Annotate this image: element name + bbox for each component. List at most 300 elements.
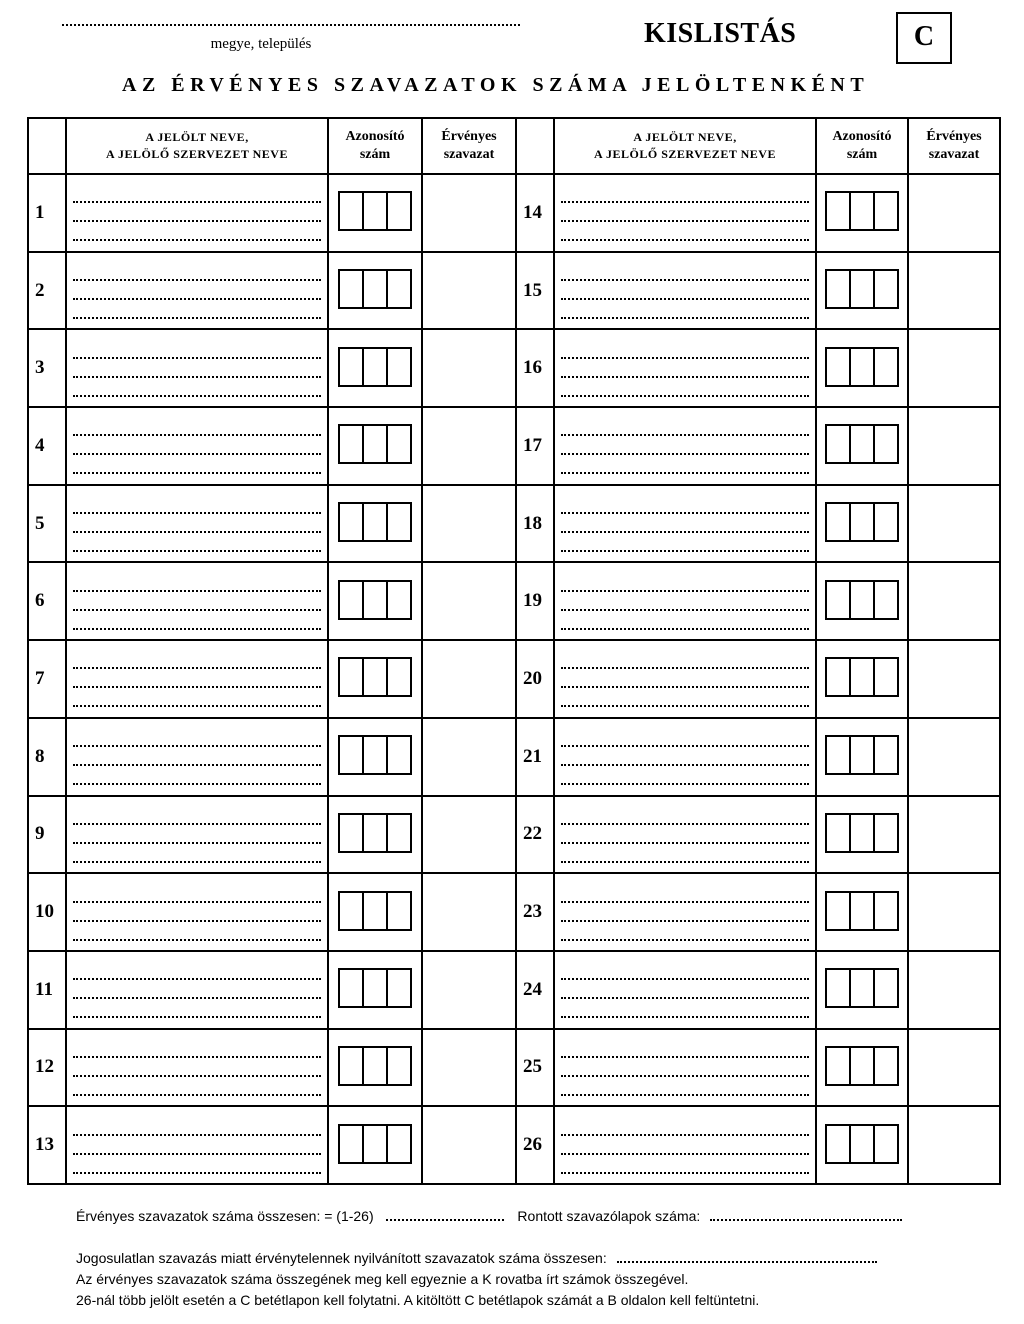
candidate-name-field-right[interactable]: [554, 796, 816, 874]
valid-votes-field-left[interactable]: [422, 873, 516, 951]
valid-votes-field-right[interactable]: [908, 329, 1000, 407]
dotted-line: [73, 533, 321, 552]
row-number-right: 15: [516, 252, 554, 330]
county-settlement-label: megye, település: [210, 36, 312, 52]
dotted-line: [73, 961, 321, 980]
valid-votes-field-right[interactable]: [908, 407, 1000, 485]
candidate-name-field-left[interactable]: [66, 640, 328, 718]
row-number-left: 11: [28, 951, 66, 1029]
id-digit-box[interactable]: [386, 970, 410, 1006]
header-id-line2: szám: [359, 147, 391, 162]
id-number-field-right: [816, 951, 908, 1029]
candidate-name-field-right[interactable]: [554, 1106, 816, 1184]
dotted-line: [73, 980, 321, 999]
valid-votes-field-right[interactable]: [908, 640, 1000, 718]
id-digit-boxes: [338, 191, 412, 231]
candidate-name-field-left[interactable]: [66, 407, 328, 485]
dotted-line: [561, 1058, 809, 1077]
dotted-line: [73, 1058, 321, 1077]
id-number-field-left: [328, 640, 422, 718]
id-digit-box[interactable]: [340, 193, 362, 229]
header-id-line2: szám: [846, 147, 878, 162]
id-digit-box[interactable]: [340, 815, 362, 851]
row-number-right: 25: [516, 1029, 554, 1107]
total-valid-votes-line: [76, 1208, 902, 1224]
total-valid-votes-label: Érvényes szavazatok száma összesen: = (1-26): [76, 1208, 374, 1224]
id-digit-box[interactable]: [386, 737, 410, 773]
dotted-line: [561, 999, 809, 1018]
id-digit-box[interactable]: [873, 193, 897, 229]
row-number-left: 6: [28, 562, 66, 640]
id-digit-box[interactable]: [386, 193, 410, 229]
id-digit-box[interactable]: [362, 893, 386, 929]
dotted-line: [73, 359, 321, 378]
dotted-line: [73, 300, 321, 319]
table-row: [28, 873, 1000, 951]
id-digit-box[interactable]: [386, 1126, 410, 1162]
id-digit-boxes: [338, 813, 412, 853]
id-digit-box[interactable]: [849, 1126, 873, 1162]
candidate-name-field-left[interactable]: [66, 174, 328, 252]
row-number-right: 18: [516, 485, 554, 563]
id-digit-boxes: [825, 347, 899, 387]
dotted-line: [73, 728, 321, 747]
valid-votes-field-right[interactable]: [908, 1106, 1000, 1184]
header-name-line1: A JELÖLT NEVE,: [633, 130, 737, 144]
candidate-name-field-left[interactable]: [66, 951, 328, 1029]
id-digit-boxes: [338, 1046, 412, 1086]
header-votes-line1: Érvényes: [926, 129, 982, 144]
dotted-line: [561, 766, 809, 785]
id-digit-boxes: [338, 580, 412, 620]
id-digit-box[interactable]: [340, 426, 362, 462]
id-digit-boxes: [338, 891, 412, 931]
id-digit-box[interactable]: [849, 815, 873, 851]
dotted-line: [561, 825, 809, 844]
dotted-line: [73, 884, 321, 903]
dotted-line: [73, 340, 321, 359]
valid-votes-field-right[interactable]: [908, 1029, 1000, 1107]
dotted-line: [73, 203, 321, 222]
id-digit-box[interactable]: [873, 659, 897, 695]
id-digit-box[interactable]: [362, 349, 386, 385]
table-row: [28, 562, 1000, 640]
id-number-field-left: [328, 329, 422, 407]
candidate-name-field-right[interactable]: [554, 252, 816, 330]
id-digit-boxes: [825, 1124, 899, 1164]
total-valid-votes-field[interactable]: [386, 1219, 504, 1221]
id-digit-box[interactable]: [873, 1126, 897, 1162]
id-number-field-left: [328, 485, 422, 563]
dotted-line: [73, 688, 321, 707]
dotted-line: [73, 222, 321, 241]
dotted-line: [73, 573, 321, 592]
dotted-line: [73, 495, 321, 514]
valid-votes-field-left[interactable]: [422, 485, 516, 563]
id-digit-box[interactable]: [849, 893, 873, 929]
id-digit-box[interactable]: [873, 893, 897, 929]
row-number-left: 8: [28, 718, 66, 796]
dotted-line: [73, 455, 321, 474]
id-digit-boxes: [338, 347, 412, 387]
table-row: [28, 1029, 1000, 1107]
valid-votes-field-left[interactable]: [422, 796, 516, 874]
candidate-name-field-left[interactable]: [66, 873, 328, 951]
candidate-name-field-right[interactable]: [554, 1029, 816, 1107]
id-digit-box[interactable]: [362, 193, 386, 229]
dotted-line: [561, 222, 809, 241]
dotted-line: [561, 592, 809, 611]
dotted-line: [561, 611, 809, 630]
valid-votes-field-right[interactable]: [908, 796, 1000, 874]
id-digit-boxes: [825, 424, 899, 464]
row-number-right: 21: [516, 718, 554, 796]
row-number-left: 2: [28, 252, 66, 330]
row-number-right: 24: [516, 951, 554, 1029]
id-digit-box[interactable]: [827, 582, 849, 618]
id-digit-box[interactable]: [386, 1048, 410, 1084]
candidate-name-field-right[interactable]: [554, 873, 816, 951]
candidate-name-field-right[interactable]: [554, 640, 816, 718]
header-id-right: [816, 118, 908, 174]
candidate-name-field-left[interactable]: [66, 1106, 328, 1184]
id-digit-box[interactable]: [386, 349, 410, 385]
dotted-line: [561, 417, 809, 436]
dotted-line: [561, 262, 809, 281]
candidate-name-field-left[interactable]: [66, 796, 328, 874]
table-row: [28, 640, 1000, 718]
table-header-row: [28, 118, 1000, 174]
id-number-field-left: [328, 951, 422, 1029]
dotted-line: [561, 455, 809, 474]
id-digit-box[interactable]: [849, 349, 873, 385]
row-number-right: 20: [516, 640, 554, 718]
id-digit-box[interactable]: [362, 659, 386, 695]
row-number-left: 3: [28, 329, 66, 407]
id-digit-box[interactable]: [340, 271, 362, 307]
id-digit-box[interactable]: [849, 193, 873, 229]
dotted-line: [73, 281, 321, 300]
dotted-line: [73, 844, 321, 863]
candidate-name-field-right[interactable]: [554, 329, 816, 407]
candidate-name-field-right[interactable]: [554, 485, 816, 563]
id-digit-box[interactable]: [362, 582, 386, 618]
id-digit-boxes: [825, 968, 899, 1008]
row-number-right: 26: [516, 1106, 554, 1184]
id-number-field-right: [816, 485, 908, 563]
id-digit-box[interactable]: [340, 1126, 362, 1162]
valid-votes-field-right[interactable]: [908, 873, 1000, 951]
header-votes-line1: Érvényes: [441, 129, 497, 144]
id-number-field-left: [328, 1106, 422, 1184]
id-digit-box[interactable]: [827, 193, 849, 229]
row-number-left: 12: [28, 1029, 66, 1107]
row-number-left: 1: [28, 174, 66, 252]
id-digit-box[interactable]: [386, 893, 410, 929]
header-name-line2: A JELÖLŐ SZERVEZET NEVE: [106, 147, 288, 161]
candidate-name-field-left[interactable]: [66, 252, 328, 330]
valid-votes-field-left[interactable]: [422, 252, 516, 330]
id-digit-box[interactable]: [873, 271, 897, 307]
id-digit-box[interactable]: [362, 1048, 386, 1084]
row-number-left: 7: [28, 640, 66, 718]
candidate-votes-table: [27, 117, 1001, 1185]
dotted-line: [561, 806, 809, 825]
dotted-line: [561, 747, 809, 766]
row-number-left: 9: [28, 796, 66, 874]
dotted-line: [561, 1117, 809, 1136]
candidate-name-field-right[interactable]: [554, 951, 816, 1029]
id-number-field-right: [816, 329, 908, 407]
row-number-right: 22: [516, 796, 554, 874]
id-number-field-right: [816, 1029, 908, 1107]
id-digit-boxes: [825, 502, 899, 542]
candidate-name-field-left[interactable]: [66, 485, 328, 563]
candidate-name-field-left[interactable]: [66, 718, 328, 796]
id-digit-box[interactable]: [827, 737, 849, 773]
page-subtitle: AZ ÉRVÉNYES SZAVAZATOK SZÁMA JELÖLTENKÉNT: [122, 74, 870, 96]
dotted-line: [561, 533, 809, 552]
dotted-line: [73, 592, 321, 611]
id-digit-box[interactable]: [340, 504, 362, 540]
id-number-field-left: [328, 796, 422, 874]
id-digit-boxes: [825, 657, 899, 697]
header-candidate-name-right: [554, 118, 816, 174]
candidate-name-field-right[interactable]: [554, 562, 816, 640]
id-digit-box[interactable]: [873, 504, 897, 540]
spoiled-ballots-label: Rontott szavazólapok száma:: [517, 1208, 701, 1224]
candidate-name-field-right[interactable]: [554, 407, 816, 485]
row-number-left: 10: [28, 873, 66, 951]
dotted-line: [561, 844, 809, 863]
table-row: [28, 718, 1000, 796]
id-digit-box[interactable]: [849, 970, 873, 1006]
id-digit-box[interactable]: [386, 582, 410, 618]
id-digit-box[interactable]: [849, 271, 873, 307]
candidate-name-field-left[interactable]: [66, 1029, 328, 1107]
row-number-right: 19: [516, 562, 554, 640]
id-digit-box[interactable]: [849, 737, 873, 773]
id-digit-box[interactable]: [340, 582, 362, 618]
id-digit-boxes: [338, 269, 412, 309]
id-number-field-left: [328, 252, 422, 330]
row-number-left: 5: [28, 485, 66, 563]
table-row: [28, 329, 1000, 407]
id-number-field-left: [328, 562, 422, 640]
dotted-line: [73, 1155, 321, 1174]
id-digit-box[interactable]: [340, 1048, 362, 1084]
candidate-name-field-right[interactable]: [554, 718, 816, 796]
id-digit-boxes: [825, 191, 899, 231]
candidate-name-field-left[interactable]: [66, 329, 328, 407]
id-digit-box[interactable]: [827, 659, 849, 695]
dotted-line: [73, 903, 321, 922]
id-digit-box[interactable]: [849, 1048, 873, 1084]
form-title: KISLISTÁS: [644, 18, 797, 49]
id-digit-box[interactable]: [849, 504, 873, 540]
table-row: [28, 485, 1000, 563]
dotted-line: [73, 436, 321, 455]
id-digit-box[interactable]: [340, 737, 362, 773]
header-votes-left: [422, 118, 516, 174]
valid-votes-field-right[interactable]: [908, 951, 1000, 1029]
row-number-right: 17: [516, 407, 554, 485]
id-digit-boxes: [825, 891, 899, 931]
dotted-line: [73, 1117, 321, 1136]
dotted-line: [561, 980, 809, 999]
county-settlement-line[interactable]: [62, 12, 520, 26]
id-digit-box[interactable]: [849, 659, 873, 695]
header-id-line1: Azonosító: [345, 129, 405, 144]
dotted-line: [561, 1155, 809, 1174]
valid-votes-field-left[interactable]: [422, 640, 516, 718]
id-digit-boxes: [338, 968, 412, 1008]
dotted-line: [73, 378, 321, 397]
dotted-line: [561, 573, 809, 592]
unauthorized-votes-field[interactable]: [617, 1261, 877, 1263]
id-digit-box[interactable]: [827, 504, 849, 540]
id-digit-box[interactable]: [827, 970, 849, 1006]
county-settlement-field: [62, 12, 520, 53]
id-digit-box[interactable]: [873, 426, 897, 462]
candidate-name-field-left[interactable]: [66, 562, 328, 640]
dotted-line: [561, 378, 809, 397]
dotted-line: [561, 688, 809, 707]
header-name-line1: A JELÖLT NEVE,: [145, 130, 249, 144]
dotted-line: [561, 184, 809, 203]
id-digit-box[interactable]: [827, 1126, 849, 1162]
id-digit-box[interactable]: [873, 737, 897, 773]
dotted-line: [561, 728, 809, 747]
id-digit-box[interactable]: [827, 271, 849, 307]
id-digit-box[interactable]: [340, 349, 362, 385]
id-number-field-right: [816, 1106, 908, 1184]
id-number-field-right: [816, 174, 908, 252]
valid-votes-field-left[interactable]: [422, 562, 516, 640]
id-digit-boxes: [338, 502, 412, 542]
id-digit-box[interactable]: [873, 815, 897, 851]
row-number-right: 23: [516, 873, 554, 951]
valid-votes-field-right[interactable]: [908, 174, 1000, 252]
candidate-name-field-right[interactable]: [554, 174, 816, 252]
id-digit-box[interactable]: [827, 893, 849, 929]
id-digit-box[interactable]: [827, 815, 849, 851]
id-digit-box[interactable]: [362, 1126, 386, 1162]
valid-votes-field-left[interactable]: [422, 1029, 516, 1107]
id-digit-box[interactable]: [340, 970, 362, 1006]
note-continuation: 26-nál több jelölt esetén a C betétlapon kell folytatni. A kitöltött C betétlapok számát a B oldalon kell feltüntetni.: [76, 1292, 760, 1308]
id-number-field-right: [816, 252, 908, 330]
dotted-line: [73, 747, 321, 766]
dotted-line: [561, 669, 809, 688]
id-number-field-left: [328, 407, 422, 485]
id-digit-boxes: [825, 735, 899, 775]
id-digit-box[interactable]: [386, 815, 410, 851]
id-digit-box[interactable]: [827, 426, 849, 462]
dotted-line: [73, 922, 321, 941]
dotted-line: [561, 884, 809, 903]
id-digit-box[interactable]: [849, 582, 873, 618]
dotted-line: [73, 1136, 321, 1155]
id-digit-box[interactable]: [362, 271, 386, 307]
id-digit-box[interactable]: [386, 504, 410, 540]
id-digit-box[interactable]: [849, 426, 873, 462]
header-empty-right: [516, 118, 554, 174]
row-number-left: 4: [28, 407, 66, 485]
id-number-field-right: [816, 796, 908, 874]
id-digit-boxes: [825, 269, 899, 309]
valid-votes-field-right[interactable]: [908, 252, 1000, 330]
id-digit-box[interactable]: [873, 1048, 897, 1084]
header-votes-line2: szavazat: [443, 147, 495, 162]
table-row: [28, 174, 1000, 252]
valid-votes-field-left[interactable]: [422, 718, 516, 796]
id-number-field-left: [328, 718, 422, 796]
id-digit-box[interactable]: [362, 426, 386, 462]
dotted-line: [561, 359, 809, 378]
valid-votes-field-right[interactable]: [908, 718, 1000, 796]
id-digit-box[interactable]: [340, 659, 362, 695]
id-number-field-right: [816, 562, 908, 640]
dotted-line: [561, 1136, 809, 1155]
id-digit-box[interactable]: [362, 504, 386, 540]
valid-votes-field-left[interactable]: [422, 1106, 516, 1184]
valid-votes-field-left[interactable]: [422, 951, 516, 1029]
dotted-line: [73, 417, 321, 436]
header-votes-line2: szavazat: [928, 147, 980, 162]
unauthorized-votes-label: Jogosulatlan szavazás miatt érvénytelennek nyilvánított szavazatok száma összesen:: [76, 1250, 607, 1266]
valid-votes-field-left[interactable]: [422, 174, 516, 252]
id-number-field-left: [328, 873, 422, 951]
id-digit-box[interactable]: [386, 426, 410, 462]
id-digit-box[interactable]: [362, 970, 386, 1006]
id-number-field-left: [328, 174, 422, 252]
id-digit-box[interactable]: [386, 271, 410, 307]
id-digit-box[interactable]: [873, 349, 897, 385]
dotted-line: [73, 1039, 321, 1058]
dotted-line: [561, 903, 809, 922]
valid-votes-field-right[interactable]: [908, 562, 1000, 640]
id-digit-box[interactable]: [362, 737, 386, 773]
table-row: [28, 796, 1000, 874]
dotted-line: [561, 436, 809, 455]
header-id-left: [328, 118, 422, 174]
header-empty-left: [28, 118, 66, 174]
id-digit-boxes: [825, 580, 899, 620]
dotted-line: [561, 1077, 809, 1096]
dotted-line: [73, 514, 321, 533]
id-digit-box[interactable]: [827, 1048, 849, 1084]
dotted-line: [73, 669, 321, 688]
id-digit-box[interactable]: [386, 659, 410, 695]
table-row: [28, 252, 1000, 330]
id-digit-box[interactable]: [340, 893, 362, 929]
id-digit-box[interactable]: [362, 815, 386, 851]
row-number-left: 13: [28, 1106, 66, 1184]
dotted-line: [561, 1039, 809, 1058]
row-number-right: 16: [516, 329, 554, 407]
id-digit-box[interactable]: [873, 970, 897, 1006]
valid-votes-field-left[interactable]: [422, 329, 516, 407]
table-row: [28, 407, 1000, 485]
id-number-field-right: [816, 718, 908, 796]
valid-votes-field-left[interactable]: [422, 407, 516, 485]
id-digit-box[interactable]: [827, 349, 849, 385]
id-digit-box[interactable]: [873, 582, 897, 618]
spoiled-ballots-field[interactable]: [710, 1219, 902, 1221]
dotted-line: [561, 340, 809, 359]
valid-votes-field-right[interactable]: [908, 485, 1000, 563]
